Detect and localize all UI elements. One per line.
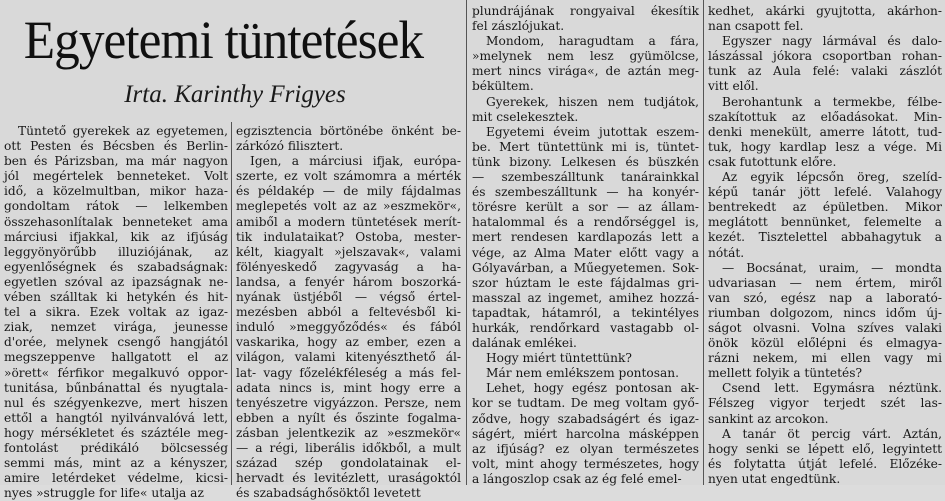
- text-line: szakítottuk az előadásokat. Min-: [708, 109, 942, 124]
- text-line: Az egyik lépcsőn öreg, szelíd-: [722, 170, 942, 185]
- text-line: rázni nekem, mi ellen vagy mi: [708, 351, 942, 366]
- text-line: nan csapott fel.: [708, 19, 804, 34]
- text-line: Félszeg vigyor terjedt szét las-: [708, 396, 942, 411]
- text-line: idő, a közelmultban, mikor haza-: [4, 184, 228, 199]
- text-line: ben és Párizsban, ma már nagyon: [4, 154, 228, 169]
- text-line: megszeppenve hallgatott el az: [4, 350, 228, 365]
- text-line: tik indulataikat? Ostoba, mester-: [236, 229, 461, 244]
- text-line: jól megértelek benneteket. Volt: [4, 169, 228, 184]
- text-line: tünk bizony. Lelkesen és büszkén: [472, 154, 699, 169]
- text-line: nótát.: [708, 245, 745, 260]
- text-line: békültem.: [472, 79, 534, 94]
- column-rule: [703, 0, 704, 485]
- text-line: csak futottunk előre.: [708, 154, 837, 169]
- article-column-2: [236, 124, 461, 501]
- text-line: riumban dolgozom, nincs időm új-: [708, 305, 942, 320]
- article-column-3: [472, 4, 699, 485]
- text-line: szor húztam le este fájdalmas gri-: [472, 275, 699, 290]
- text-line: tunitása, bűnbánattal és nyugtala-: [4, 380, 228, 395]
- text-line: kezét. Tisztelettel abbahagytuk a: [708, 230, 942, 245]
- text-line: kor se tudtam. De meg voltam győ-: [472, 396, 699, 411]
- text-line: ott Pesten és Bécsben és Berlin-: [4, 139, 228, 154]
- text-line: sankint az arcokon.: [708, 411, 829, 426]
- text-line: adata nincs is, mint hogy erre a: [236, 380, 461, 395]
- text-line: Gólyavárban, a Műegyetemen. Sok-: [472, 260, 699, 275]
- text-line: volt, mint ahogy természetes, hogy: [472, 456, 699, 471]
- text-line: márciusi ifjakkal, kik az ifjúság: [4, 229, 228, 244]
- text-line: Egyetemi éveim jutottak eszem-: [486, 124, 699, 139]
- text-line: Gyerekek, hiszen nem tudjátok,: [486, 94, 699, 109]
- text-line: tunk az Aula felé: valaki zászlót: [708, 64, 942, 79]
- text-line: A tanár öt percig várt. Aztán,: [722, 426, 942, 441]
- text-line: nyen utat engedtünk.: [708, 471, 841, 486]
- text-line: — Bocsánat, uraim, — mondta: [722, 260, 942, 275]
- text-line: mert rendesen kardlapozás lett a: [472, 230, 699, 245]
- text-line: leggyönyörűbb illuziójának, az: [4, 244, 228, 259]
- text-line: mellett folyik a tüntetés?: [708, 366, 862, 381]
- text-line: semmi más, mint az a kényszer,: [4, 456, 228, 471]
- text-line: ziak, nemzet virága, jeunesse: [4, 320, 228, 335]
- text-line: és szabadsághősöktől levetett: [236, 486, 421, 501]
- text-line: tel a sikra. Ezek voltak az igaz-: [4, 305, 228, 320]
- text-line: Tüntető gyerekek az egyetemen,: [18, 124, 228, 138]
- text-line: ságot olvasni. Volna szíves valaki: [708, 320, 942, 335]
- text-line: Berohantunk a termekbe, félbe-: [722, 94, 942, 109]
- text-line: lat- vagy főzelékféleség a más fel-: [236, 365, 461, 380]
- text-line: gondoltam rátok — lelkemben: [4, 199, 228, 214]
- text-line: század szép gondolatainak el-: [236, 456, 461, 471]
- text-line: világon, valami kitenyészthető ál-: [236, 350, 461, 365]
- text-line: kedhet, akárki gyujtotta, akárhon-: [708, 4, 942, 18]
- text-line: kélt, kiagyalt »jelszavak«, valami: [236, 244, 461, 259]
- text-line: vaskarika, hogy az ember, ezen a: [236, 335, 461, 350]
- text-line: egyenlőségnek és szabadságnak:: [4, 259, 228, 274]
- text-line: törésre került a sor — az állam-: [472, 200, 699, 215]
- text-line: ságért, miért harcolna másképpen: [472, 426, 699, 441]
- text-line: udvariasan — nem értem, miről: [708, 275, 942, 290]
- text-line: plundrájának rongyaival ékesítik: [472, 4, 699, 18]
- text-line: zásban jelentkezik az »eszmekör«: [236, 425, 461, 440]
- column-rule: [231, 122, 232, 485]
- text-line: összehasonlítalak benneteket ama: [4, 214, 228, 229]
- text-line: ettől a hangtól nyilvánvalóvá lett,: [4, 410, 228, 425]
- text-line: tenyészetre vigyázzon. Persze, nem: [236, 395, 461, 410]
- text-line: fel zászlójukat.: [472, 19, 565, 34]
- text-line: »örett« férfikor megalkuvó oppor-: [4, 365, 228, 380]
- text-line: Csend lett. Egymásra néztünk.: [722, 381, 942, 396]
- article-headline: Egyetemi tüntetések: [23, 10, 424, 70]
- text-line: hurkák, rendőrkard vastagabb ol-: [472, 320, 699, 335]
- text-line: ződve, hogy szabadságért és igaz-: [472, 411, 699, 426]
- text-line: Már nem emlékszem pontosan.: [486, 366, 679, 381]
- text-line: d'orée, melynek csengő hangjától: [4, 335, 228, 350]
- text-line: és folytatta útját lefelé. Előzéke-: [708, 456, 942, 471]
- text-line: az ifjúság? ez olyan természetes: [472, 441, 699, 456]
- text-line: dalának emlékei.: [472, 336, 577, 351]
- text-line: ebben a nyílt és őszinte fogalma-: [236, 410, 461, 425]
- text-line: vitt elől.: [708, 79, 759, 94]
- text-line: fölényeskedő zagyvaság a ha-: [236, 259, 461, 274]
- text-line: lászással jókora csoportban rohan-: [708, 49, 942, 64]
- text-line: szerte, ez volt számomra a mérték: [236, 169, 461, 184]
- text-line: egzisztencia börtönébe önként be-: [236, 124, 461, 138]
- text-line: önök közül előlépni és elmagya-: [708, 336, 942, 351]
- text-line: — szembeszálltunk tanárainkkal: [472, 170, 699, 185]
- text-line: Igen, a márciusi ifjak, európa-: [250, 154, 461, 169]
- text-line: meglepetés volt az az »eszmekör«,: [236, 199, 461, 214]
- text-line: és szembeszálltunk — ha konyér-: [472, 185, 699, 200]
- text-line: hogy mérsékletet és száztéle meg-: [4, 425, 228, 440]
- text-line: hatalommal és a rendőrséggel is,: [472, 215, 699, 230]
- text-line: képű tanár jött lefelé. Valahogy: [708, 185, 942, 200]
- text-line: Mondom, haragudtam a fára,: [486, 34, 699, 49]
- text-line: mit cselekesztek.: [472, 109, 579, 124]
- article-column-4: [708, 4, 942, 485]
- text-line: bentrekedt az épületben. Mikor: [708, 200, 942, 215]
- text-line: nul és szégyenkezve, mert hiszen: [4, 395, 228, 410]
- text-line: amire letérdeket védelme, kicsi-: [4, 471, 228, 486]
- text-line: tapadtak, hátamról, a tekintélyes: [472, 305, 699, 320]
- text-line: — a régi, liberális időkből, a mult: [236, 440, 461, 455]
- text-line: nyának üstjéből — végső értel-: [236, 290, 461, 305]
- text-line: vége, az Alma Mater előtt vagy a: [472, 245, 699, 260]
- text-line: nyes »struggle for life« utalja az: [4, 486, 204, 501]
- text-line: a lángoszlop csak az ég felé emel-: [472, 471, 682, 486]
- text-line: »melynek nem lesz gyümölcse,: [472, 49, 699, 64]
- text-line: mert nincs virága«, de aztán meg-: [472, 64, 699, 79]
- text-line: hogy senki se lépett elő, legyintett: [708, 441, 942, 456]
- text-line: Egyszer nagy lármával és dalo-: [722, 34, 942, 49]
- text-line: tuk, hogy kardlap lesz a vége. Mi: [708, 139, 942, 154]
- text-line: van szó, egész nap a laborató-: [708, 290, 942, 305]
- text-line: vében szálltak ki hetykén és hit-: [4, 290, 228, 305]
- text-line: induló »meggyőződés« és fából: [236, 320, 461, 335]
- article-column-1: [4, 124, 228, 501]
- text-line: denki menekült, amerre látott, tud-: [708, 124, 942, 139]
- text-line: zárkózó filisztert.: [236, 139, 344, 154]
- text-line: Lehet, hogy egész pontosan ak-: [486, 381, 699, 396]
- text-line: landsa, a fenyér három boszorká-: [236, 274, 461, 289]
- text-line: Hogy miért tüntettünk?: [486, 351, 632, 366]
- text-line: be. Mert tüntettünk mi is, tüntet-: [472, 139, 699, 154]
- text-line: masszal az ingemet, amihez hozzá-: [472, 290, 699, 305]
- text-line: és példakép — de mily fájdalmas: [236, 184, 461, 199]
- text-line: amiből a modern tüntetések merít-: [236, 214, 461, 229]
- column-rule: [466, 0, 467, 485]
- text-line: hervadt és levitézlett, uraságoktól: [236, 471, 461, 486]
- text-line: mezésben abból a feltevésből ki-: [236, 305, 461, 320]
- text-line: meglátott bennünket, felemelte a: [708, 215, 942, 230]
- text-line: fontolást prédikáló bölcsesség: [4, 440, 228, 455]
- article-byline: Irta. Karinthy Frigyes: [124, 81, 346, 108]
- text-line: egyetlen szóval az ipazságnak ne-: [4, 274, 228, 289]
